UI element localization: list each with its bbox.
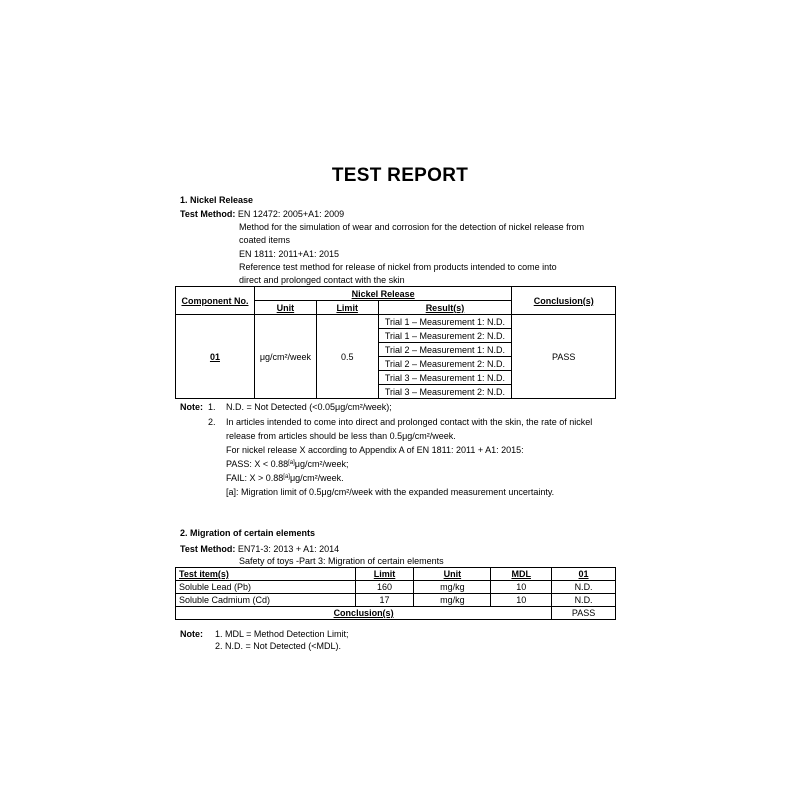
col-unit-header: Unit	[414, 568, 491, 581]
conclusion-value: PASS	[552, 607, 616, 620]
section1-method-desc1a: Method for the simulation of wear and corrosion for the detection of nickel release from	[239, 222, 585, 232]
nickel-release-table	[175, 286, 616, 399]
col-unit-header: Unit	[254, 301, 316, 315]
result-cell: Trial 2 – Measurement 1: N.D.	[378, 343, 512, 357]
col-results-header: Result(s)	[378, 301, 512, 315]
fail-criterion-text: FAIL: X > 0.88	[226, 473, 284, 483]
col-limit-header: Limit	[316, 301, 378, 315]
result-cell: Trial 1 – Measurement 1: N.D.	[378, 315, 512, 329]
fail-criterion-unit: μg/cm²/week.	[289, 473, 344, 483]
mdl-cell: 10	[491, 594, 552, 607]
note1-text: N.D. = Not Detected (<0.05μg/cm²/week);	[226, 402, 392, 412]
section1-method-desc2b: direct and prolonged contact with the skin	[239, 275, 405, 285]
section2-note-1: 1. MDL = Method Detection Limit;	[215, 629, 349, 639]
col-nickel-release-header: Nickel Release	[254, 287, 511, 301]
limit-cell: 0.5	[316, 315, 378, 399]
pass-criterion	[226, 458, 349, 471]
migration-table	[175, 567, 616, 620]
pass-criterion-unit: μg/cm²/week;	[294, 459, 349, 469]
limit-cell: 17	[355, 594, 414, 607]
section2-method-value: EN71-3: 2013 + A1: 2014	[237, 544, 340, 554]
section2-note-label: Note:	[180, 629, 203, 639]
result-cell: Trial 1 – Measurement 2: N.D.	[378, 329, 512, 343]
col-limit-header: Limit	[355, 568, 414, 581]
section2-method-label: Test Method:	[180, 544, 236, 554]
footnote-marker: [a]	[283, 474, 290, 480]
col-component-header: Component No.	[176, 287, 255, 315]
result-cell: Trial 3 – Measurement 1: N.D.	[378, 371, 512, 385]
section1-note-label: Note:	[180, 402, 203, 412]
test-item-cell: Soluble Cadmium (Cd)	[176, 594, 356, 607]
section2-heading: 2. Migration of certain elements	[180, 528, 316, 538]
col-sample-01-header: 01	[552, 568, 616, 581]
section1-method2: EN 1811: 2011+A1: 2015	[239, 249, 339, 259]
component-number: 01	[176, 315, 255, 399]
table-row	[176, 581, 616, 594]
section1-method-label: Test Method:	[180, 209, 236, 219]
section1-method-desc1b: coated items	[239, 235, 291, 245]
table-row	[176, 594, 616, 607]
test-item-cell: Soluble Lead (Pb)	[176, 581, 356, 594]
section1-method-value: EN 12472: 2005+A1: 2009	[237, 209, 345, 219]
note2-number: 2.	[208, 417, 216, 427]
conclusion-cell: PASS	[512, 315, 616, 399]
limit-cell: 160	[355, 581, 414, 594]
note1-number: 1.	[208, 402, 216, 412]
pass-criterion-text: PASS: X < 0.88	[226, 459, 289, 469]
unit-cell: μg/cm²/week	[254, 315, 316, 399]
footnote-marker: [a]	[288, 460, 295, 466]
section1-method-line	[180, 208, 344, 221]
result-cell: Trial 3 – Measurement 2: N.D.	[378, 385, 512, 399]
col-conclusion-header: Conclusion(s)	[512, 287, 616, 315]
section2-note-2: 2. N.D. = Not Detected (<MDL).	[215, 641, 342, 651]
result-cell: N.D.	[552, 581, 616, 594]
note2-text-a: In articles intended to come into direct and prolonged contact with the skin, the rate of nickel	[226, 417, 593, 427]
note2-text-b: release from articles should be less than 0.5μg/cm²/week.	[226, 431, 456, 441]
section1-method-desc2a: Reference test method for release of nickel from products intended to come into	[239, 262, 557, 272]
col-mdl-header: MDL	[491, 568, 552, 581]
section2-method-desc: Safety of toys -Part 3: Migration of certain elements	[239, 556, 444, 566]
section1-heading: 1. Nickel Release	[180, 195, 254, 205]
note2-text-c: For nickel release X according to Appendix A of EN 1811: 2011 + A1: 2015:	[226, 445, 524, 455]
fail-criterion	[226, 472, 344, 485]
result-cell: Trial 2 – Measurement 2: N.D.	[378, 357, 512, 371]
result-cell: N.D.	[552, 594, 616, 607]
footnote-a: [a]: Migration limit of 0.5μg/cm²/week with the expanded measurement uncertainty.	[226, 487, 555, 497]
unit-cell: mg/kg	[414, 581, 491, 594]
unit-cell: mg/kg	[414, 594, 491, 607]
col-test-item-header: Test item(s)	[176, 568, 356, 581]
mdl-cell: 10	[491, 581, 552, 594]
conclusion-label: Conclusion(s)	[176, 607, 552, 620]
report-title: TEST REPORT	[331, 165, 469, 186]
